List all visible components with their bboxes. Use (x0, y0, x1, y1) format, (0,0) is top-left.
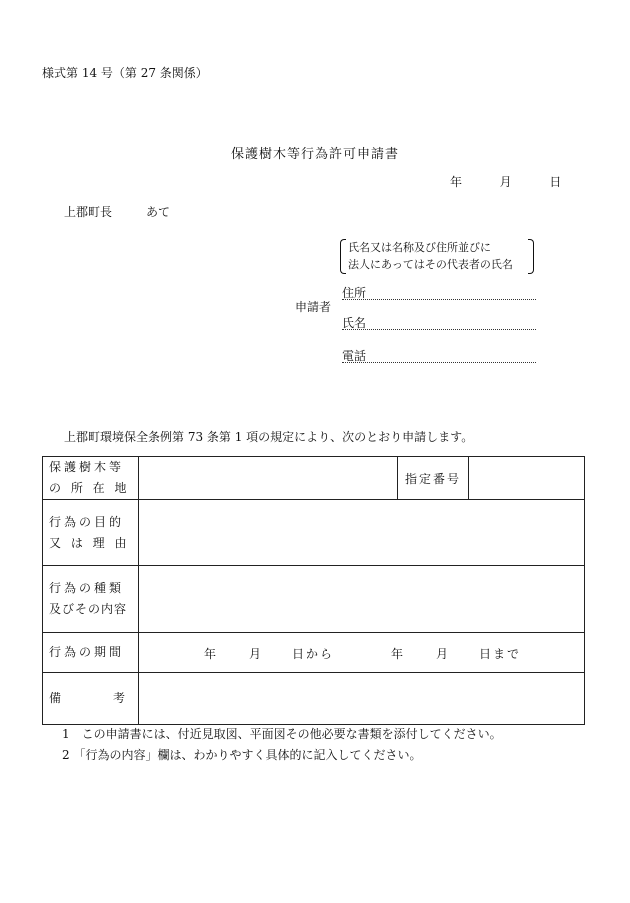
applicant-note-line2: 法人にあってはその代表者の氏名 (348, 258, 513, 271)
date-year-label: 年 (450, 175, 463, 189)
table-row-location (43, 457, 585, 500)
location-header (43, 457, 139, 500)
location-header-line2: の 所 在 地 (49, 481, 130, 495)
page-title: 保護樹木等行為許可申請書 (230, 147, 399, 162)
date-line (450, 173, 561, 190)
table-row-purpose (43, 500, 585, 566)
date-day-label: 日 (549, 175, 562, 189)
period-end-year: 年 (391, 647, 404, 661)
type-header-line2: 及びその内容 (49, 602, 128, 616)
addressee-suffix: あて (146, 205, 171, 219)
purpose-header-line1: 行為の目的 (49, 514, 125, 529)
bracket-left (340, 239, 346, 274)
designation-number-cell[interactable] (469, 457, 585, 500)
table-row-remarks (43, 673, 585, 725)
designation-number-header: 指定番号 (398, 457, 469, 500)
period-line (139, 633, 584, 672)
name-label: 氏名 (342, 316, 367, 330)
name-field[interactable] (342, 314, 536, 330)
period-end-day: 日まで (479, 647, 522, 661)
note-item: 2 「行為の内容」欄は、わかりやすく具体的に記入してください。 (62, 748, 422, 762)
addressee (64, 203, 170, 220)
type-value-cell[interactable] (139, 566, 585, 633)
remarks-header (43, 673, 139, 725)
type-header-line1: 行為の種類 (49, 581, 125, 595)
period-end-month: 月 (436, 647, 449, 661)
applicant-label: 申請者 (295, 300, 332, 314)
phone-field[interactable] (342, 347, 536, 363)
purpose-header-line2: 又 は 理 由 (49, 535, 130, 550)
table-row-type (43, 566, 585, 633)
period-value-cell[interactable] (139, 633, 585, 673)
purpose-header (43, 500, 139, 566)
note-item: 1 この申請書には、付近見取図、平面図その他必要な書類を添付してください。 (62, 727, 502, 741)
remarks-value-cell[interactable] (139, 673, 585, 725)
location-header-line1: 保護樹木等 (49, 460, 125, 474)
type-header (43, 566, 139, 633)
form-number: 様式第 14 号（第 27 条関係） (42, 66, 208, 80)
phone-line (342, 362, 536, 363)
applicant-note-line1: 氏名又は名称及び住所並びに (348, 241, 491, 254)
period-start-year: 年 (204, 647, 217, 661)
name-line (342, 329, 536, 330)
addressee-name: 上郡町長 (64, 205, 113, 219)
preamble: 上郡町環境保全条例第 73 条第 1 項の規定により、次のとおり申請します。 (64, 430, 474, 444)
period-start-day: 日から (292, 647, 335, 661)
remarks-label-b: 考 (112, 691, 128, 705)
bracket-right (528, 239, 534, 274)
remarks-label-a: 備 (49, 691, 65, 705)
table-row-period (43, 633, 585, 673)
application-table (42, 456, 585, 725)
date-month-label: 月 (499, 175, 512, 189)
applicant-note (340, 239, 534, 273)
location-value-cell[interactable] (139, 457, 398, 500)
period-header: 行為の期間 (43, 633, 139, 673)
phone-label: 電話 (342, 349, 367, 363)
address-label: 住所 (342, 286, 367, 300)
period-start-month: 月 (249, 647, 262, 661)
address-line (342, 299, 536, 300)
applicant-note-text (348, 239, 513, 273)
address-field[interactable] (342, 284, 536, 300)
purpose-value-cell[interactable] (139, 500, 585, 566)
